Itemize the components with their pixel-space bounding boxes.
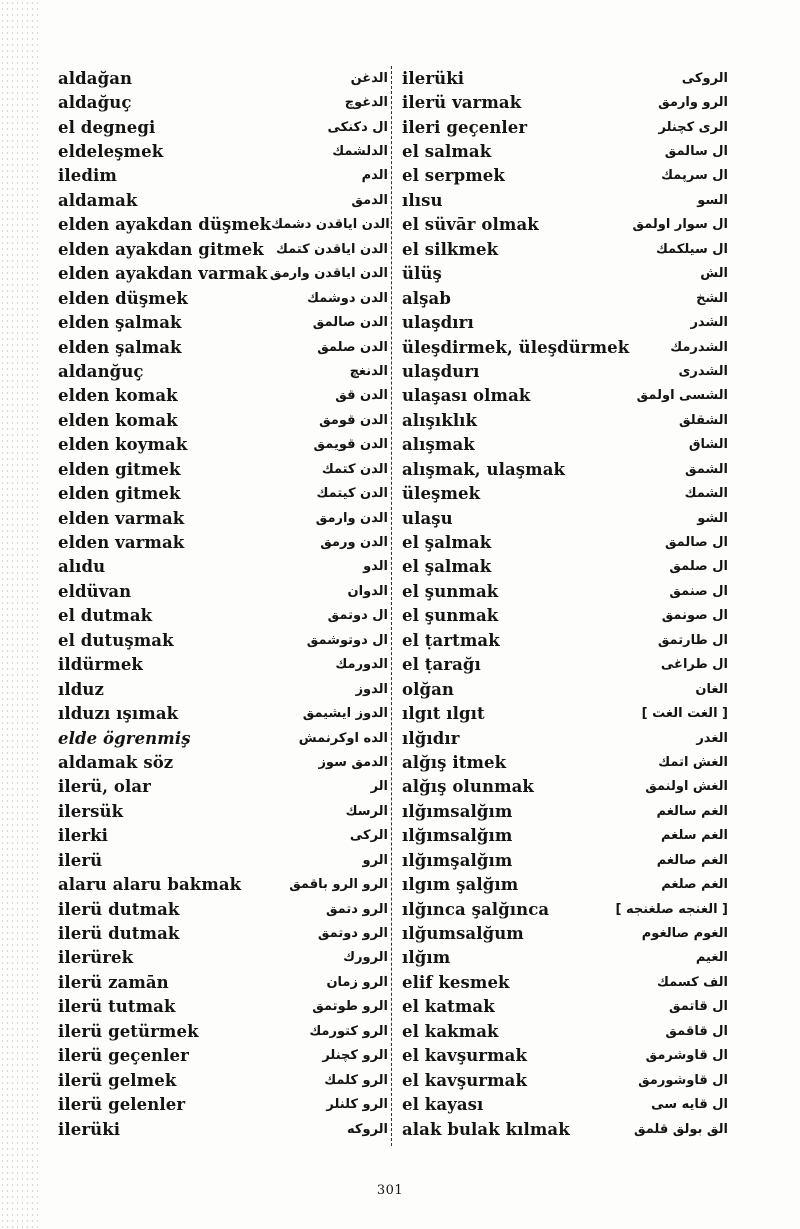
entry-arabic: ال صلمق	[669, 559, 728, 575]
entry-latin: ilerü varmak	[402, 93, 522, 113]
entry-latin: aldamak	[58, 190, 138, 210]
dictionary-entry	[58, 1044, 394, 1068]
entry-arabic: الر	[370, 779, 388, 795]
entry-latin: el salmak	[402, 142, 492, 162]
entry-arabic: الدن وارمق	[315, 510, 388, 526]
entry-arabic: الدوان	[347, 583, 388, 599]
page-edge-speckle	[0, 0, 40, 1229]
dictionary-entry	[402, 970, 728, 994]
dictionary-entry	[402, 604, 728, 628]
dictionary-entry	[58, 750, 394, 774]
entry-latin: ılğımsalğım	[402, 826, 513, 846]
dictionary-entry	[402, 653, 728, 677]
entry-arabic: الدلشمك	[332, 144, 388, 160]
entry-latin: ilerürek	[58, 948, 134, 968]
entry-latin: elden şalmak	[58, 313, 182, 333]
entry-latin: iledim	[58, 166, 117, 186]
entry-latin: el serpmek	[402, 166, 505, 186]
entry-latin: ılgıt ılgıt	[402, 704, 485, 724]
entry-arabic: الرو كچنلر	[322, 1048, 388, 1064]
dictionary-entry	[402, 1117, 728, 1141]
entry-latin: el şalmak	[402, 557, 492, 577]
dictionary-entry	[58, 701, 394, 725]
entry-arabic: ال قايه سى	[651, 1097, 728, 1113]
dictionary-entry	[402, 262, 728, 286]
entry-latin: alışmak	[402, 435, 475, 455]
entry-arabic: الروكه	[347, 1121, 388, 1137]
entry-latin: ulaşdırı	[402, 313, 474, 333]
entry-arabic: ال قاقمق	[665, 1023, 728, 1039]
entry-arabic: الغم صالغم	[656, 852, 728, 868]
entry-latin: el ṭartmak	[402, 630, 500, 650]
dictionary-entry	[402, 384, 728, 408]
entry-latin: ulaşu	[402, 508, 453, 528]
dictionary-entry	[58, 384, 394, 408]
entry-arabic: الشمك	[684, 486, 728, 502]
dictionary-entry	[402, 139, 728, 163]
entry-latin: ilerü getürmek	[58, 1021, 199, 1041]
dictionary-entry	[58, 408, 394, 432]
entry-latin: ilerü tutmak	[58, 997, 176, 1017]
entry-arabic: الرو زمان	[326, 974, 388, 990]
entry-latin: ılğımşalğım	[402, 850, 513, 870]
entry-latin: ılduz	[58, 679, 104, 699]
dictionary-columns	[58, 66, 728, 1141]
entry-arabic: ال سالمق	[664, 144, 728, 160]
dictionary-entry	[402, 946, 728, 970]
entry-arabic: الرو كلنلر	[326, 1097, 388, 1113]
entry-latin: üleşdirmek, üleşdürmek	[402, 337, 630, 357]
entry-arabic: الشخ	[696, 290, 728, 306]
entry-latin: ılısu	[402, 190, 443, 210]
entry-latin: ilerüki	[58, 1119, 121, 1139]
dictionary-entry	[58, 433, 394, 457]
entry-arabic: السو	[697, 192, 728, 208]
entry-arabic: الرسك	[345, 803, 388, 819]
entry-latin: ulaşası olmak	[402, 386, 531, 406]
entry-arabic: ال دكنكى	[327, 119, 388, 135]
dictionary-entry	[58, 530, 394, 554]
entry-arabic: الرى كچنلر	[658, 119, 728, 135]
entry-latin: ılğumsalğum	[402, 924, 524, 944]
entry-arabic: الدن اياقدن كتمك	[275, 241, 388, 257]
entry-arabic: الرو دوتمق	[317, 926, 388, 942]
entry-arabic: الدمق	[351, 192, 388, 208]
dictionary-entry	[402, 1092, 728, 1116]
dictionary-entry	[58, 628, 394, 652]
entry-arabic: الرو الرو باقمق	[289, 877, 388, 893]
dictionary-entry	[402, 921, 728, 945]
entry-arabic: ال سوار اولمق	[632, 217, 728, 233]
entry-arabic: الدن اياقدن دشمك	[271, 217, 390, 233]
entry-latin: ilerüki	[402, 68, 465, 88]
dictionary-entry	[402, 726, 728, 750]
entry-latin: alğış olunmak	[402, 777, 534, 797]
dictionary-entry	[58, 164, 394, 188]
entry-arabic: الغم صلغم	[661, 877, 728, 893]
entry-latin: ilerki	[58, 826, 109, 846]
dictionary-entry	[402, 457, 728, 481]
dictionary-entry	[58, 359, 394, 383]
right-column	[394, 66, 728, 1141]
dictionary-entry	[402, 1019, 728, 1043]
dictionary-entry	[58, 1092, 394, 1116]
entry-arabic: الدنغچ	[349, 363, 388, 379]
entry-latin: alşab	[402, 288, 451, 308]
entry-arabic: الشدرى	[678, 363, 728, 379]
entry-latin: ildürmek	[58, 655, 143, 675]
entry-latin: aldanğuç	[58, 361, 144, 381]
entry-arabic: الغدر	[696, 730, 728, 746]
entry-latin: alıdu	[58, 557, 106, 577]
entry-arabic: الدمق سوز	[318, 754, 388, 770]
entry-arabic: الق بولق قلمق	[634, 1121, 728, 1137]
dictionary-entry	[58, 90, 394, 114]
dictionary-entry	[58, 1068, 394, 1092]
entry-latin: ılğımsalğım	[402, 801, 513, 821]
entry-arabic: الدن كيتمك	[316, 486, 388, 502]
dictionary-entry	[58, 457, 394, 481]
dictionary-entry	[58, 775, 394, 799]
entry-arabic: ال طارتمق	[657, 632, 728, 648]
entry-arabic: ال صنمق	[669, 583, 728, 599]
entry-latin: el ṭarağı	[402, 655, 481, 675]
entry-latin: ilerü dutmak	[58, 899, 180, 919]
dictionary-entry	[402, 115, 728, 139]
dictionary-entry	[58, 237, 394, 261]
entry-latin: eldüvan	[58, 581, 132, 601]
dictionary-entry	[402, 286, 728, 310]
entry-latin: elde ögrenmiş	[58, 728, 191, 748]
entry-latin: elden ayakdan varmak	[58, 264, 268, 284]
dictionary-entry	[402, 848, 728, 872]
dictionary-entry	[402, 481, 728, 505]
dictionary-entry	[402, 628, 728, 652]
entry-latin: el şunmak	[402, 581, 499, 601]
entry-arabic: ال سرپمك	[661, 168, 728, 184]
dictionary-entry	[58, 970, 394, 994]
dictionary-entry	[58, 115, 394, 139]
dictionary-entry	[402, 188, 728, 212]
entry-latin: ilersük	[58, 801, 124, 821]
dictionary-entry	[58, 66, 394, 90]
dictionary-entry	[402, 677, 728, 701]
dictionary-entry	[402, 408, 728, 432]
entry-arabic: الدو	[363, 559, 388, 575]
entry-arabic: ال صالمق	[664, 535, 728, 551]
entry-arabic: الدوز	[355, 681, 388, 697]
dictionary-entry	[58, 1117, 394, 1141]
entry-arabic: الدوز ايشيمق	[302, 706, 388, 722]
dictionary-entry	[58, 188, 394, 212]
dictionary-entry	[58, 555, 394, 579]
dictionary-entry	[402, 872, 728, 896]
dictionary-entry	[402, 213, 728, 237]
entry-arabic: الغوم صالغوم	[641, 926, 728, 942]
entry-arabic: الدن ورمق	[320, 535, 388, 551]
entry-latin: elden gitmek	[58, 484, 181, 504]
dictionary-entry	[402, 799, 728, 823]
entry-arabic: [ الغت الغت ]	[641, 706, 728, 722]
entry-latin: elden düşmek	[58, 288, 188, 308]
dictionary-entry	[402, 555, 728, 579]
entry-latin: alğış itmek	[402, 752, 507, 772]
entry-latin: elif kesmek	[402, 972, 510, 992]
entry-latin: el şunmak	[402, 606, 499, 626]
entry-arabic: الرو	[362, 852, 388, 868]
entry-arabic: الدغن	[350, 70, 388, 86]
entry-arabic: الغيم	[695, 950, 728, 966]
entry-latin: alışıklık	[402, 410, 478, 430]
entry-latin: eldeleşmek	[58, 142, 164, 162]
entry-arabic: الشمق	[685, 461, 728, 477]
entry-arabic: الدن اياقدن وارمق	[269, 266, 388, 282]
entry-latin: ülüş	[402, 264, 442, 284]
dictionary-entry	[58, 653, 394, 677]
entry-latin: el silkmek	[402, 239, 499, 259]
entry-arabic: الشاق	[688, 437, 728, 453]
entry-arabic: الدغوچ	[344, 95, 388, 111]
entry-latin: ilerü gelmek	[58, 1070, 177, 1090]
entry-latin: ilerü, olar	[58, 777, 151, 797]
dictionary-entry	[58, 286, 394, 310]
entry-latin: alak bulak kılmak	[402, 1119, 570, 1139]
entry-arabic: الشدرمك	[670, 339, 728, 355]
dictionary-entry	[58, 506, 394, 530]
entry-latin: el süvār olmak	[402, 215, 539, 235]
entry-arabic: الشو	[697, 510, 728, 526]
entry-arabic: الرو طوتمق	[312, 999, 388, 1015]
dictionary-entry	[402, 701, 728, 725]
entry-arabic: الغان	[695, 681, 728, 697]
entry-arabic: الرو كلمك	[324, 1072, 388, 1088]
dictionary-entry	[402, 1044, 728, 1068]
entry-latin: el şalmak	[402, 533, 492, 553]
dictionary-entry	[402, 359, 728, 383]
dictionary-entry	[402, 897, 728, 921]
entry-latin: elden şalmak	[58, 337, 182, 357]
entry-latin: ilerü geçenler	[58, 1046, 189, 1066]
dictionary-entry	[58, 139, 394, 163]
dictionary-entry	[58, 481, 394, 505]
dictionary-entry	[58, 1019, 394, 1043]
entry-arabic: ال دوتوشمق	[306, 632, 388, 648]
entry-arabic: ال صونمق	[661, 608, 728, 624]
entry-arabic: الركى	[349, 828, 388, 844]
entry-latin: alaru alaru bakmak	[58, 875, 242, 895]
dictionary-entry	[58, 872, 394, 896]
entry-latin: elden ayakdan gitmek	[58, 239, 264, 259]
dictionary-entry	[58, 897, 394, 921]
entry-latin: elden varmak	[58, 508, 185, 528]
entry-latin: elden gitmek	[58, 459, 181, 479]
entry-latin: ılduzı ışımak	[58, 704, 179, 724]
dictionary-entry	[58, 604, 394, 628]
dictionary-entry	[58, 213, 394, 237]
entry-latin: aldağuç	[58, 93, 132, 113]
entry-arabic: الدن قويمق	[313, 437, 388, 453]
entry-latin: ılğım	[402, 948, 451, 968]
entry-arabic: [ الغنجه صلغنجه ]	[615, 901, 728, 917]
dictionary-entry	[58, 799, 394, 823]
dictionary-entry	[402, 433, 728, 457]
dictionary-entry	[402, 90, 728, 114]
entry-latin: el kavşurmak	[402, 1070, 527, 1090]
entry-latin: elden komak	[58, 386, 178, 406]
entry-latin: ilerü dutmak	[58, 924, 180, 944]
entry-latin: el kayası	[402, 1095, 484, 1115]
entry-latin: elden komak	[58, 410, 178, 430]
top-edge-speckle	[250, 2, 750, 8]
dictionary-entry	[402, 66, 728, 90]
dictionary-entry	[402, 506, 728, 530]
dictionary-entry	[402, 750, 728, 774]
dictionary-entry	[58, 579, 394, 603]
entry-latin: el kavşurmak	[402, 1046, 527, 1066]
entry-arabic: الدن صالمق	[312, 315, 388, 331]
entry-arabic: الرو كتورمك	[309, 1023, 388, 1039]
entry-arabic: ال سيلكمك	[655, 241, 728, 257]
entry-latin: ılğınca şalğınca	[402, 899, 550, 919]
entry-arabic: الغم سلغم	[660, 828, 728, 844]
entry-latin: el kakmak	[402, 1021, 499, 1041]
dictionary-entry	[58, 310, 394, 334]
entry-latin: el dutmak	[58, 606, 153, 626]
entry-latin: alışmak, ulaşmak	[402, 459, 566, 479]
entry-latin: elden varmak	[58, 533, 185, 553]
entry-arabic: ال دوتمق	[327, 608, 388, 624]
entry-arabic: الدم	[361, 168, 388, 184]
entry-arabic: الغم سالغم	[656, 803, 728, 819]
entry-latin: ılğıdır	[402, 728, 460, 748]
entry-latin: ulaşdurı	[402, 361, 480, 381]
entry-arabic: الش	[700, 266, 728, 282]
dictionary-entry	[58, 946, 394, 970]
dictionary-entry	[58, 995, 394, 1019]
entry-latin: aldamak söz	[58, 752, 174, 772]
dictionary-entry	[402, 335, 728, 359]
entry-arabic: ال قاوشورمق	[638, 1072, 728, 1088]
dictionary-entry	[402, 995, 728, 1019]
dictionary-entry	[402, 775, 728, 799]
entry-arabic: الدورمك	[335, 657, 388, 673]
entry-arabic: الرو دتمق	[325, 901, 388, 917]
dictionary-entry	[58, 726, 394, 750]
entry-arabic: الرورك	[343, 950, 388, 966]
entry-latin: aldağan	[58, 68, 133, 88]
entry-arabic: الرو وارمق	[658, 95, 728, 111]
dictionary-entry	[402, 310, 728, 334]
column-divider	[391, 66, 392, 1146]
dictionary-entry	[58, 262, 394, 286]
entry-arabic: الشسى اولمق	[636, 388, 728, 404]
dictionary-entry	[58, 848, 394, 872]
dictionary-entry	[58, 824, 394, 848]
entry-latin: elden ayakdan düşmek	[58, 215, 272, 235]
entry-latin: ılgım şalğım	[402, 875, 519, 895]
entry-latin: elden koymak	[58, 435, 188, 455]
dictionary-entry	[402, 164, 728, 188]
dictionary-entry	[402, 1068, 728, 1092]
entry-latin: el degnegi	[58, 117, 156, 137]
entry-arabic: الده اوكرنمش	[298, 730, 388, 746]
entry-latin: olğan	[402, 679, 454, 699]
page-number: 301	[376, 1183, 404, 1198]
entry-arabic: الغش اولنمق	[645, 779, 728, 795]
entry-latin: ilerü zamān	[58, 972, 169, 992]
entry-arabic: الدن كتمك	[321, 461, 388, 477]
entry-arabic: ال قاتمق	[669, 999, 728, 1015]
entry-latin: el katmak	[402, 997, 495, 1017]
entry-arabic: الشدر	[690, 315, 728, 331]
left-column	[58, 66, 394, 1141]
entry-arabic: ال طراغى	[660, 657, 728, 673]
entry-arabic: الدن صلمق	[317, 339, 388, 355]
entry-arabic: الدن قومق	[319, 412, 388, 428]
entry-latin: ileri geçenler	[402, 117, 528, 137]
entry-latin: ilerü gelenler	[58, 1095, 186, 1115]
entry-arabic: الروكى	[681, 70, 728, 86]
dictionary-entry	[402, 237, 728, 261]
entry-arabic: الف كسمك	[657, 974, 728, 990]
entry-latin: üleşmek	[402, 484, 481, 504]
entry-latin: el dutuşmak	[58, 630, 174, 650]
entry-arabic: الغش اتمك	[658, 754, 728, 770]
entry-latin: ilerü	[58, 850, 103, 870]
entry-arabic: الدن دوشمك	[307, 290, 388, 306]
dictionary-entry	[58, 921, 394, 945]
dictionary-entry	[58, 677, 394, 701]
dictionary-entry	[402, 824, 728, 848]
dictionary-entry	[402, 530, 728, 554]
dictionary-entry	[402, 579, 728, 603]
entry-arabic: ال قاوشرمق	[645, 1048, 728, 1064]
entry-arabic: الشقلق	[679, 412, 728, 428]
dictionary-entry	[58, 335, 394, 359]
entry-arabic: الدن قق	[335, 388, 388, 404]
